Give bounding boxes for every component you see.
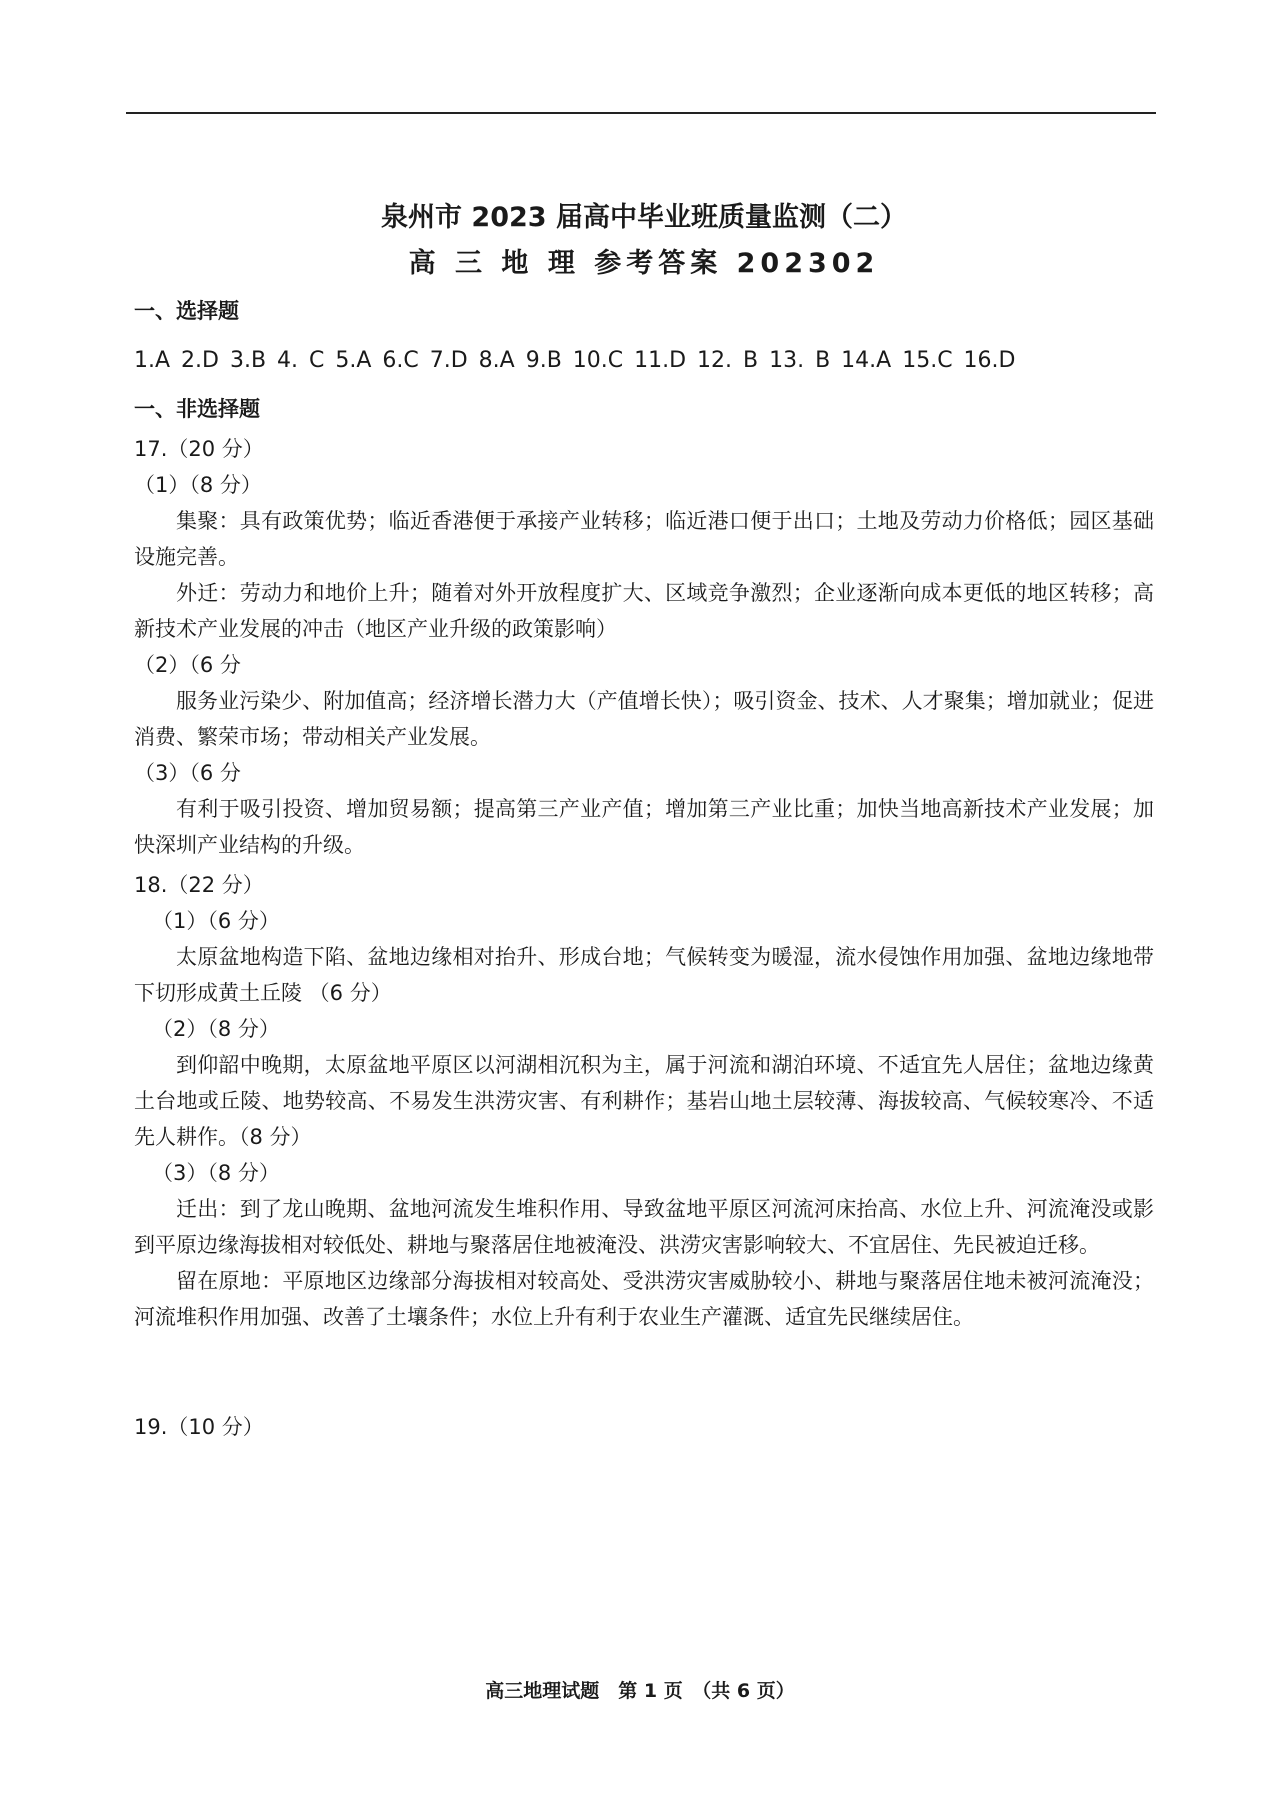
document-title: 泉州市 2023 届高中毕业班质量监测（二） <box>381 202 907 233</box>
question-19 <box>134 1409 1154 1445</box>
answer-paragraph: 服务业污染少、附加值高；经济增长潜力大（产值增长快）；吸引资金、技术、人才聚集；增加就业；促进消费、繁荣市场；带动相关产业发展。 <box>134 689 1154 749</box>
question-header: 18.（22 分） <box>134 873 264 897</box>
subquestion-label: （1）（8 分） <box>134 473 262 497</box>
answer-paragraph: 有利于吸引投资、增加贸易额；提高第三产业产值；增加第三产业比重；加快当地高新技术产业发展；加快深圳产业结构的升级。 <box>134 797 1154 857</box>
answer-paragraph: 留在原地：平原地区边缘部分海拔相对较高处、受洪涝灾害威胁较小、耕地与聚落居住地未被河流淹没；河流堆积作用加强、改善了土壤条件；水位上升有利于农业生产灌溉、适宜先民继续居住。 <box>134 1269 1154 1329</box>
answer-paragraph: 迁出：到了龙山晚期、盆地河流发生堆积作用、导致盆地平原区河流河床抬高、水位上升、河流淹没或影到平原边缘海拔相对较低处、耕地与聚落居住地被淹没、洪涝灾害影响较大、不宜居住、先民被迫迁移。 <box>134 1197 1154 1257</box>
question-17 <box>134 431 1154 863</box>
document-subtitle: 高 三 地 理 参考答案 202302 <box>408 248 880 279</box>
subquestion-label: （3）（8 分） <box>152 1161 280 1185</box>
page-footer: 高三地理试题 第 1 页 （共 6 页） <box>485 1680 795 1702</box>
question-header: 17.（20 分） <box>134 437 264 461</box>
answer-paragraph: 集聚：具有政策优势；临近香港便于承接产业转移；临近港口便于出口；土地及劳动力价格低；园区基础设施完善。 <box>134 509 1154 569</box>
subquestion-label: （1）（6 分） <box>152 909 280 933</box>
answer-document <box>134 195 1154 1445</box>
section-nonchoice-heading: 一、非选择题 <box>134 397 260 421</box>
answer-paragraph: 太原盆地构造下陷、盆地边缘相对抬升、形成台地；气候转变为暖湿，流水侵蚀作用加强、盆地边缘地带下切形成黄土丘陵 （6 分） <box>134 945 1154 1005</box>
question-header: 19.（10 分） <box>134 1415 264 1439</box>
top-rule <box>126 112 1156 114</box>
answer-paragraph: 到仰韶中晚期，太原盆地平原区以河湖相沉积为主，属于河流和湖泊环境、不适宜先人居住；盆地边缘黄土台地或丘陵、地势较高、不易发生洪涝灾害、有利耕作；基岩山地土层较薄、海拔较高、气候较寒冷、不适先人耕作。（8 分） <box>134 1053 1154 1149</box>
subquestion-label: （2）（8 分） <box>152 1017 280 1041</box>
answer-paragraph: 外迁：劳动力和地价上升；随着对外开放程度扩大、区域竞争激烈；企业逐渐向成本更低的地区转移；高新技术产业发展的冲击（地区产业升级的政策影响） <box>134 581 1154 641</box>
subquestion-label: （2）（6 分 <box>134 653 241 677</box>
section-choice-heading: 一、选择题 <box>134 299 239 323</box>
question-18 <box>134 867 1154 1335</box>
subquestion-label: （3）（6 分 <box>134 761 241 785</box>
choice-answers: 1.A 2.D 3.B 4. C 5.A 6.C 7.D 8.A 9.B 10.C 11.D 12. B 13. B 14.A 15.C 16.D <box>134 348 1016 373</box>
